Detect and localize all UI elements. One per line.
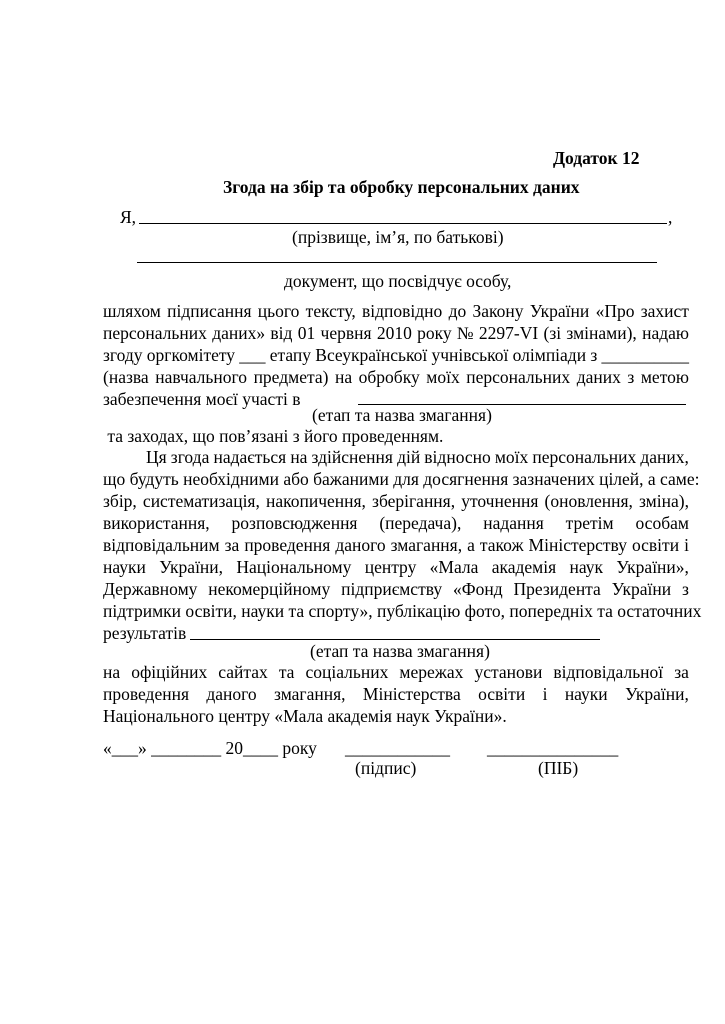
word: особам: [635, 513, 689, 533]
word: науки: [564, 684, 608, 704]
paragraph2-line3: [103, 490, 689, 512]
word: моїх: [494, 447, 529, 467]
word: персональних: [532, 447, 637, 467]
word: Закону: [472, 301, 524, 321]
paragraph1-line4: [103, 366, 689, 388]
word: до: [448, 301, 467, 321]
stage-caption-2: (етап та назва змагання): [310, 641, 490, 661]
word: захист: [640, 301, 689, 321]
paragraph2-line8: підтримки освіти, науки та спорту», публікацію фото, попередніх та остаточних: [103, 601, 702, 621]
word: змагання,: [274, 684, 346, 704]
word: уточнення: [461, 491, 539, 511]
word: червня: [320, 323, 372, 343]
word: відповідальної: [553, 662, 664, 682]
word: відповідно: [362, 301, 443, 321]
word: персональних: [466, 367, 571, 387]
word: Національному: [236, 557, 352, 577]
word: офіційних: [131, 662, 208, 682]
word: змагання,: [390, 535, 463, 555]
word: «Про: [595, 301, 635, 321]
word: «Мала: [429, 557, 479, 577]
word: __________: [601, 345, 689, 365]
word: некомерційному: [208, 579, 331, 599]
paragraph2-line9: результатів: [103, 623, 191, 643]
paragraph2-line12: Національного центру «Мала академія наук України».: [103, 706, 507, 726]
word: даних: [576, 367, 621, 387]
word: і: [542, 684, 548, 704]
word: обробку: [358, 367, 420, 387]
word: за: [224, 535, 240, 555]
word: етапу: [269, 345, 312, 365]
word: відповідальним: [103, 535, 220, 555]
word: України»,: [616, 557, 689, 577]
word: накопичення,: [265, 491, 366, 511]
word: України: [611, 579, 672, 599]
word: цього: [257, 301, 300, 321]
paragraph1-line5: забезпечення моєї участі в: [103, 389, 305, 409]
word: а: [467, 535, 475, 555]
word: на: [334, 367, 353, 387]
word: освіти: [631, 535, 680, 555]
word: даних,: [640, 447, 689, 467]
word: (оновлення,: [544, 491, 633, 511]
paragraph1-line3: [103, 344, 689, 366]
paragraph1-line2: [103, 322, 689, 344]
word: моїх: [426, 367, 460, 387]
word: зберігання,: [372, 491, 456, 511]
word: відносно: [424, 447, 491, 467]
word: Президента: [513, 579, 601, 599]
word: шляхом: [103, 301, 161, 321]
word: олімпіади: [512, 345, 587, 365]
word: центру: [364, 557, 417, 577]
stage-caption-1: (етап та назва змагання): [312, 405, 492, 425]
word: України,: [625, 684, 689, 704]
word: учнівської: [431, 345, 509, 365]
word: (передача),: [379, 513, 462, 533]
document-title: Згода на збір та обробку персональних даних: [223, 177, 580, 197]
word: ___: [239, 345, 266, 365]
word: тексту,: [305, 301, 356, 321]
paragraph1-line6: та заходах, що пов’язані з його проведенням.: [103, 426, 444, 446]
word: №: [456, 323, 474, 343]
word: дій: [397, 447, 421, 467]
word: змінами),: [566, 323, 637, 343]
appendix-number: Додаток 12: [553, 148, 640, 168]
word: академія: [491, 557, 557, 577]
word: на: [290, 447, 308, 467]
name-blank: _______________: [487, 738, 619, 758]
word: персональних: [103, 323, 207, 343]
word: даного: [206, 684, 257, 704]
word: (зі: [543, 323, 562, 343]
word: (назва: [103, 367, 149, 387]
word: надається: [213, 447, 287, 467]
i-prefix: Я,: [120, 207, 137, 227]
paragraph2-line7: [103, 578, 689, 600]
paragraph2-line11: [103, 683, 689, 705]
word: зміна),: [639, 491, 689, 511]
word: науки: [103, 557, 146, 577]
full-name-comma: ,: [668, 207, 673, 227]
paragraph1-line1: [103, 300, 689, 322]
word: мережах: [399, 662, 464, 682]
word: установи: [474, 662, 543, 682]
full-name-caption: (прізвище, ім’я, по батькові): [292, 227, 504, 247]
word: на: [103, 662, 121, 682]
word: сайтах: [218, 662, 268, 682]
id-document-blank: [137, 262, 657, 263]
word: «Фонд: [453, 579, 503, 599]
full-name-blank: [139, 223, 667, 224]
word: з: [627, 367, 635, 387]
word: та: [278, 662, 295, 682]
name-caption: (ПІБ): [538, 758, 579, 778]
word: навчального: [155, 367, 248, 387]
word: наук: [569, 557, 603, 577]
word: 2297-VI: [478, 323, 539, 343]
word: Ця: [146, 447, 167, 467]
word: підписання: [167, 301, 252, 321]
word: освіти: [478, 684, 526, 704]
word: Міністерству: [528, 535, 627, 555]
word: третім: [565, 513, 614, 533]
paragraph2-line10: [103, 661, 689, 683]
word: згода: [170, 447, 210, 467]
signature-blank: ____________: [345, 738, 450, 758]
word: збір,: [103, 491, 137, 511]
word: Міністерства: [362, 684, 461, 704]
word: даного: [335, 535, 386, 555]
word: даних»: [212, 323, 266, 343]
word: від: [270, 323, 293, 343]
word: 2010: [376, 323, 412, 343]
word: також: [479, 535, 524, 555]
word: метою: [640, 367, 689, 387]
word: і: [684, 535, 689, 555]
paragraph2-line4: [103, 512, 689, 534]
signature-caption: (підпис): [355, 758, 417, 778]
word: здійснення: [311, 447, 393, 467]
word: проведення: [244, 535, 331, 555]
paragraph2-line5: [103, 534, 689, 556]
date-line: «___» ________ 20____ року: [103, 738, 317, 758]
word: підприємству: [341, 579, 443, 599]
word: соціальних: [305, 662, 389, 682]
word: розповсюдження: [231, 513, 358, 533]
paragraph2-line2: що будуть необхідними або бажаними для досягнення зазначених цілей, а саме:: [103, 469, 700, 489]
paragraph2-line1: [146, 446, 689, 468]
word: 01: [297, 323, 316, 343]
word: з: [682, 579, 689, 599]
word: за: [674, 662, 689, 682]
word: надаю: [642, 323, 689, 343]
word: року: [417, 323, 452, 343]
word: оргкомітету: [146, 345, 236, 365]
word: Державному: [103, 579, 198, 599]
word: використання,: [103, 513, 210, 533]
word: надання: [483, 513, 544, 533]
word: України: [529, 301, 590, 321]
word: Всеукраїнської: [315, 345, 428, 365]
paragraph2-line6: [103, 556, 689, 578]
id-document-caption: документ, що посвідчує особу,: [284, 271, 512, 291]
word: згоду: [103, 345, 143, 365]
word: систематизація,: [142, 491, 260, 511]
word: України,: [159, 557, 224, 577]
word: предмета): [253, 367, 329, 387]
word: проведення: [103, 684, 190, 704]
word: з: [590, 345, 598, 365]
